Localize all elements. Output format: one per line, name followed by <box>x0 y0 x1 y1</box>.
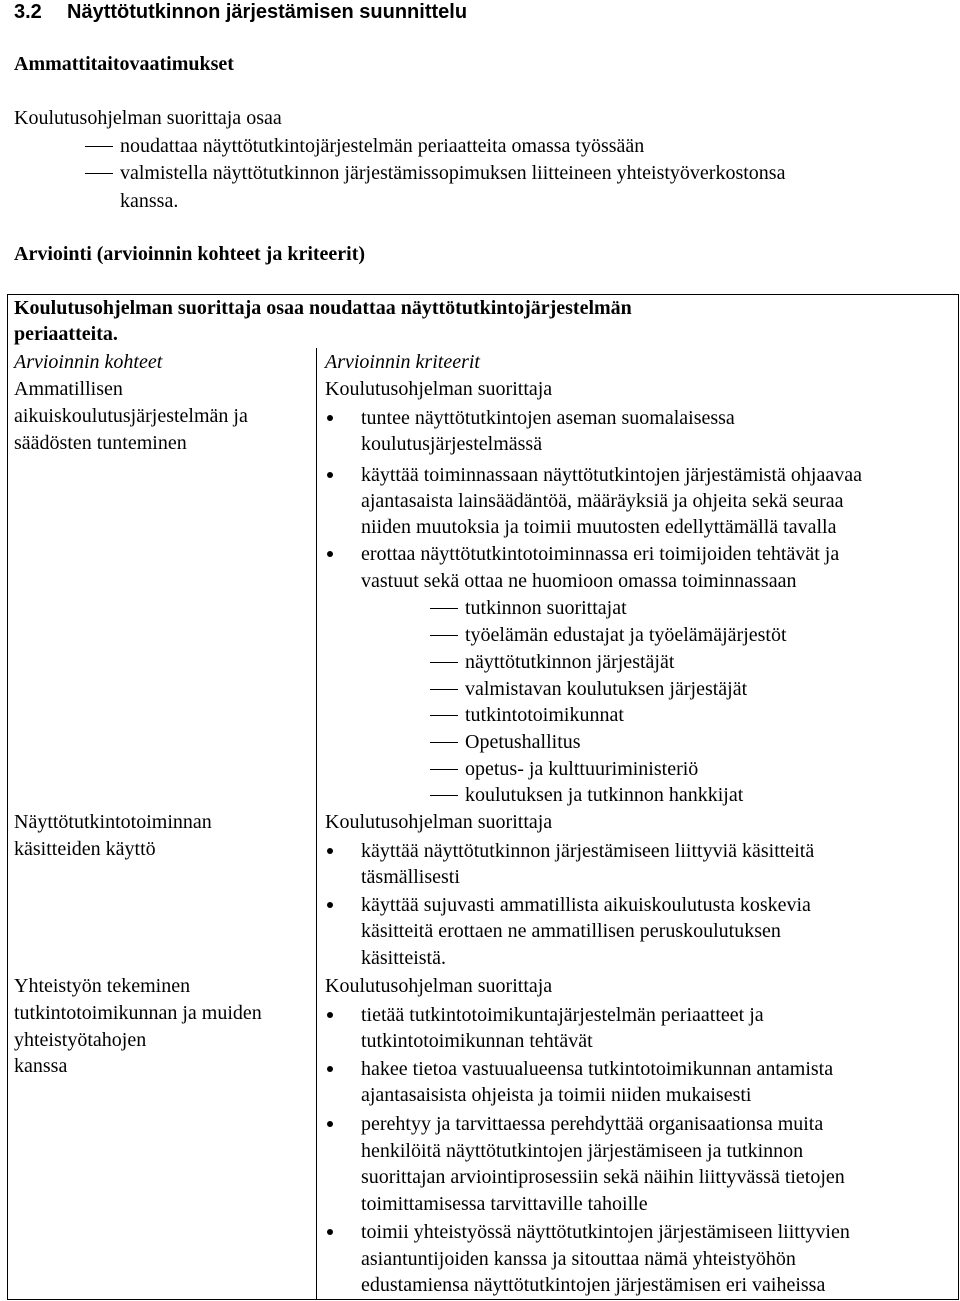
criteria-subitem: valmistavan koulutuksen järjestäjät <box>430 677 930 701</box>
criteria-bullet-cont: niiden muutoksia ja toimii muutosten edellyttämällä tavalla <box>361 516 837 538</box>
criteria-bullet-cont: edustamiensa näyttötutkintojen järjestämisen eri vaiheissa <box>361 1274 826 1296</box>
criteria-bullet-cont: ajantasaista lainsäädäntöä, määräyksiä ja ohjeita sekä seuraa <box>361 490 844 512</box>
bullet-icon <box>327 415 333 421</box>
criteria-bullet: hakee tietoa vastuualueensa tutkintotoimikunnan antamista <box>361 1058 834 1080</box>
criteria-bullet: toimii yhteistyössä näyttötutkintojen järjestämiseen liittyvien <box>361 1221 850 1243</box>
criteria-bullet: erottaa näyttötutkintotoiminnassa eri toimijoiden tehtävät ja <box>361 543 840 565</box>
target-text: Yhteistyön tekeminen <box>14 975 191 997</box>
target-text: tutkintotoimikunnan ja muiden <box>14 1002 262 1024</box>
bullet-icon <box>327 902 333 908</box>
bullet-icon <box>327 848 333 854</box>
criteria-bullet-cont: käsitteistä. <box>361 947 446 969</box>
target-text: säädösten tunteminen <box>14 432 187 454</box>
criteria-lead: Koulutusohjelman suorittaja <box>325 811 553 833</box>
bullet-icon <box>327 1012 333 1018</box>
criteria-bullet: käyttää näyttötutkinnon järjestämiseen liittyviä käsitteitä <box>361 840 815 862</box>
target-text: yhteistyötahojen <box>14 1029 147 1051</box>
criteria-bullet-cont: toimittamisessa tarvittaville tahoille <box>361 1193 648 1215</box>
section-number: 3.2 <box>14 1 42 23</box>
criteria-bullet-cont: suorittajan arviointiprosessiin sekä näihin liittyvässä tietojen <box>361 1166 845 1188</box>
requirement-item: valmistella näyttötutkinnon järjestämissopimuksen liitteineen yhteistyöverkostonsa <box>85 161 905 185</box>
criteria-bullet-cont: koulutusjärjestelmässä <box>361 433 543 455</box>
criteria-bullet-cont: asiantuntijoiden kanssa ja sitouttaa nämä yhteistyöhön <box>361 1248 796 1270</box>
target-text: Näyttötutkintotoiminnan <box>14 811 212 833</box>
target-text: kanssa <box>14 1055 68 1077</box>
table-title: Koulutusohjelman suorittaja osaa noudattaa näyttötutkintojärjestelmän <box>14 297 632 319</box>
target-text: käsitteiden käyttö <box>14 838 156 860</box>
criteria-bullet-cont: henkilöitä näyttötutkintojen järjestämiseen ja tutkinnon <box>361 1140 804 1162</box>
criteria-bullet-cont: vastuut sekä ottaa ne huomioon omassa toiminnassaan <box>361 570 797 592</box>
criteria-bullet: perehtyy ja tarvittaessa perehdyttää organisaationsa muita <box>361 1113 824 1135</box>
bullet-icon <box>327 1121 333 1127</box>
criteria-bullet-cont: ajantasaisista ohjeista ja toimii niiden mukaisesti <box>361 1084 752 1106</box>
assessment-title: Arviointi (arvioinnin kohteet ja kriteerit) <box>14 243 366 265</box>
criteria-subitem: työelämän edustajat ja työelämäjärjestöt <box>430 623 930 647</box>
target-text: Ammatillisen <box>14 378 123 400</box>
criteria-subitem: tutkinnon suorittajat <box>430 596 930 620</box>
criteria-subitem: Opetushallitus <box>430 730 930 754</box>
bullet-icon <box>327 1229 333 1235</box>
target-text: aikuiskoulutusjärjestelmän ja <box>14 405 248 427</box>
criteria-subitem: koulutuksen ja tutkinnon hankkijat <box>430 783 930 807</box>
col-header-criteria: Arvioinnin kriteerit <box>325 351 480 373</box>
criteria-bullet: tuntee näyttötutkintojen aseman suomalaisessa <box>361 407 735 429</box>
criteria-bullet: käyttää sujuvasti ammatillista aikuiskoulutusta koskevia <box>361 894 811 916</box>
col-header-target: Arvioinnin kohteet <box>14 351 163 373</box>
criteria-subitem: opetus- ja kulttuuriministeriö <box>430 757 930 781</box>
bullet-icon <box>327 472 333 478</box>
dash-marker <box>85 173 113 174</box>
table-title-cont: periaatteita. <box>14 323 118 345</box>
criteria-lead: Koulutusohjelman suorittaja <box>325 975 553 997</box>
criteria-bullet: tietää tutkintotoimikuntajärjestelmän periaatteet ja <box>361 1004 764 1026</box>
dash-marker <box>85 146 113 147</box>
bullet-icon <box>327 1066 333 1072</box>
criteria-bullet-cont: täsmällisesti <box>361 866 460 888</box>
requirement-item-cont: kanssa. <box>120 190 179 212</box>
bullet-icon <box>327 551 333 557</box>
requirement-item: noudattaa näyttötutkintojärjestelmän periaatteita omassa työssään <box>85 134 785 158</box>
criteria-bullet: käyttää toiminnassaan näyttötutkintojen järjestämistä ohjaavaa <box>361 464 862 486</box>
section-title: Näyttötutkinnon järjestämisen suunnittelu <box>67 1 468 23</box>
requirements-title: Ammattitaitovaatimukset <box>14 53 234 75</box>
requirements-intro: Koulutusohjelman suorittaja osaa <box>14 107 282 129</box>
criteria-lead: Koulutusohjelman suorittaja <box>325 378 553 400</box>
criteria-bullet-cont: tutkintotoimikunnan tehtävät <box>361 1030 593 1052</box>
criteria-subitem: näyttötutkinnon järjestäjät <box>430 650 930 674</box>
criteria-bullet-cont: käsitteitä erottaen ne ammatillisen peruskoulutuksen <box>361 920 781 942</box>
column-divider <box>316 348 317 1300</box>
criteria-subitem: tutkintotoimikunnat <box>430 703 930 727</box>
